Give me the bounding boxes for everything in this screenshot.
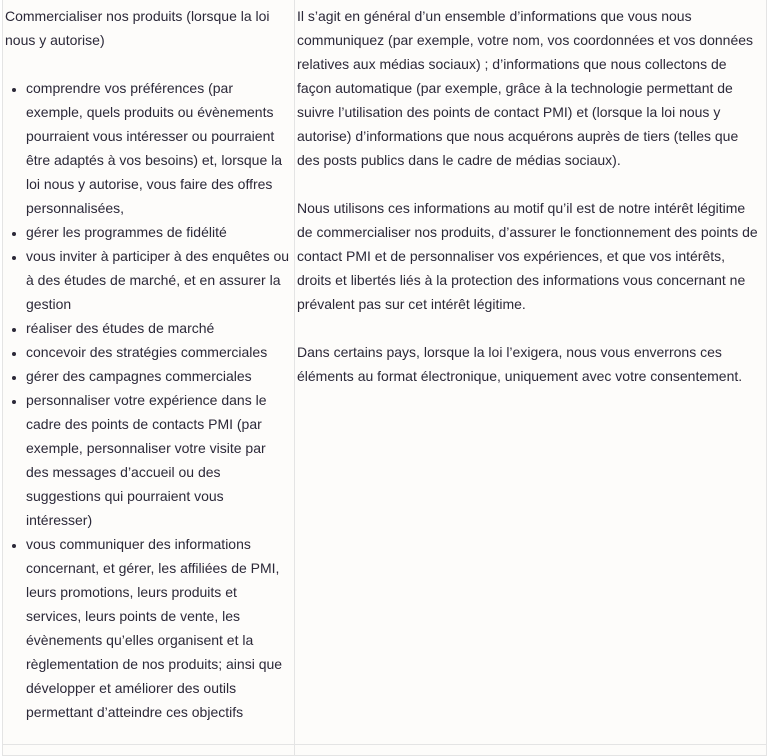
- purpose-list: [5, 76, 292, 724]
- empty-cell: [3, 745, 295, 756]
- data-processing-table: [2, 0, 767, 756]
- description-cell: [295, 0, 767, 745]
- list-item: • vous communiquer des informations concernant, et gérer, les affiliées de PMI, leurs promotions, leurs produits et services, leurs points de vente, les évènements qu’elles organisent et la règlementation de nos produits; ainsi que développer et améliorer des outils permettant d’atteindre ces objectifs: [26, 532, 292, 724]
- list-item: • gérer des campagnes commerciales: [26, 364, 292, 388]
- purpose-cell: [3, 0, 295, 745]
- list-item: • réaliser des études de marché: [26, 316, 292, 340]
- purpose-title: Commercialiser nos produits (lorsque la loi nous y autorise): [5, 8, 270, 48]
- description-paragraph: Dans certains pays, lorsque la loi l’exigera, nous vous enverrons ces éléments au format électronique, uniquement avec votre consentement.: [297, 344, 743, 384]
- list-item: • comprendre vos préférences (par exemple, quels produits ou évènements pourraient vous intéresser ou pourraient être adaptés à vos besoins) et, lorsque la loi nous y autorise, vous faire des offres personnalisées,: [26, 76, 292, 220]
- empty-cell: [295, 745, 767, 756]
- table-row: [3, 745, 767, 756]
- list-item: • vous inviter à participer à des enquêtes ou à des études de marché, et en assurer la gestion: [26, 244, 292, 316]
- table-row: [3, 0, 767, 745]
- list-item: • personnaliser votre expérience dans le cadre des points de contacts PMI (par exemple, personnaliser votre visite par des messages d’accueil ou des suggestions qui pourraient vous intéresser): [26, 388, 292, 532]
- list-item: • gérer les programmes de fidélité: [26, 220, 292, 244]
- list-item: • concevoir des stratégies commerciales: [26, 340, 292, 364]
- description-paragraph: Il s’agit en général d’un ensemble d’informations que vous nous communiquez (par exemple, votre nom, vos coordonnées et vos données relatives aux médias sociaux) ; d’informations que nous collectons de façon automatique (par exemple, grâce à la technologie permettant de suivre l’utilisation des points de contact PMI) et (lorsque la loi nous y autorise) d’informations que nous acquérons auprès de tiers (telles que des posts publics dans le cadre de médias sociaux).: [297, 8, 754, 168]
- description-paragraph: Nous utilisons ces informations au motif qu’il est de notre intérêt légitime de commercialiser nos produits, d’assurer le fonctionnement des points de contact PMI et de personnaliser vos expériences, et que vos intérêts, droits et libertés liés à la protection des informations vous concernant ne prévalent pas sur cet intérêt légitime.: [297, 200, 758, 312]
